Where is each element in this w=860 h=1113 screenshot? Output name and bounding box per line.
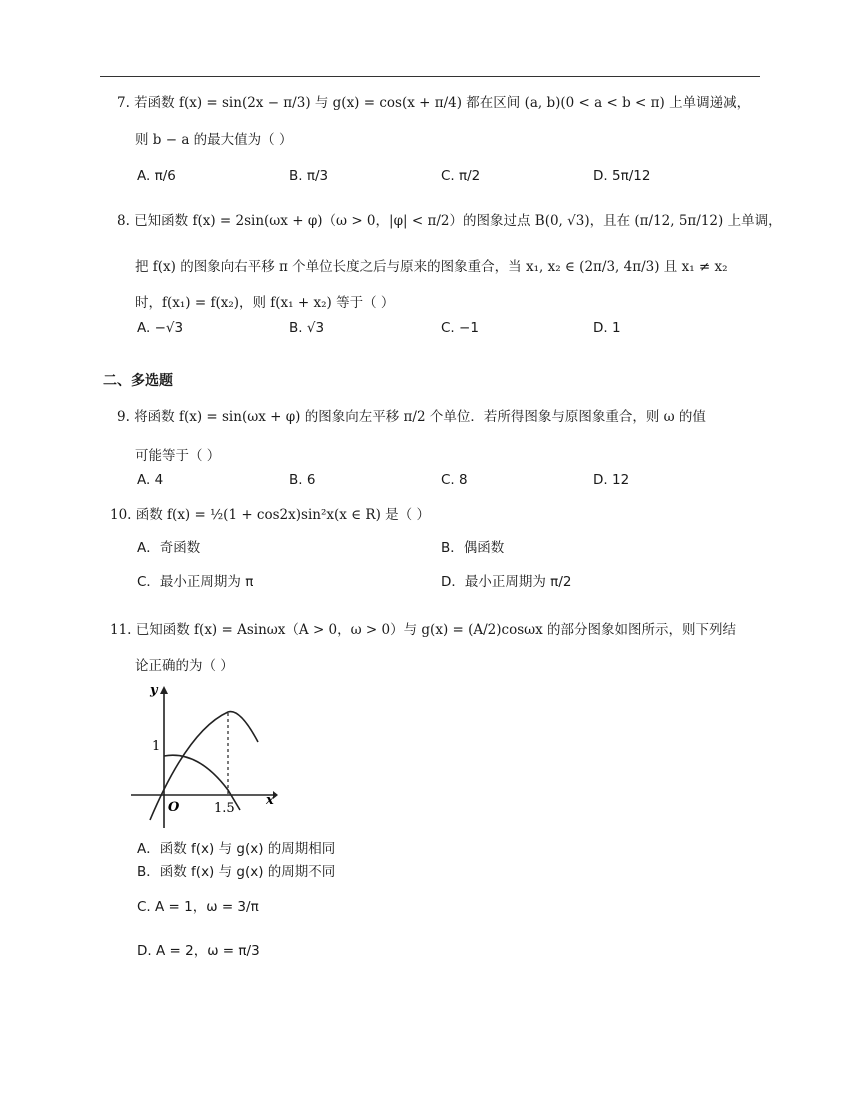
q9-option-d[interactable]: D. 12 — [593, 472, 630, 488]
q9-option-c[interactable]: C. 8 — [441, 472, 468, 488]
q8-option-b[interactable]: B. √3 — [289, 320, 325, 336]
y-axis-label: y — [150, 683, 158, 698]
q11-function-graph — [128, 680, 278, 835]
y-axis-arrow — [160, 686, 168, 694]
q7-option-b[interactable]: B. π/3 — [289, 168, 329, 184]
q9-stem-line1: 9. 将函数 f(x) = sin(ωx + φ) 的图象向左平移 π/2 个单位．若所得图象与原图象重合，则 ω 的值 — [117, 409, 706, 425]
origin-label: O — [168, 800, 180, 815]
q11-option-b[interactable]: B．函数 f(x) 与 g(x) 的周期不同 — [137, 864, 336, 880]
q7-option-d[interactable]: D. 5π/12 — [593, 168, 651, 184]
q7-option-a[interactable]: A. π/6 — [137, 168, 176, 184]
q8-option-d[interactable]: D. 1 — [593, 320, 621, 336]
q9-stem-line2: 可能等于（ ） — [135, 448, 221, 464]
q10-option-c[interactable]: C．最小正周期为 π — [137, 574, 254, 590]
q10-stem: 10. 函数 f(x) = ½(1 + cos2x)sin²x(x ∈ R) 是（ ） — [110, 507, 430, 523]
y-tick-label: 1 — [152, 739, 161, 754]
q11-option-a[interactable]: A．函数 f(x) 与 g(x) 的周期相同 — [137, 841, 336, 857]
q7-option-c[interactable]: C. π/2 — [441, 168, 481, 184]
q7-stem-line2: 则 b − a 的最大值为（ ） — [135, 132, 293, 148]
q10-option-a[interactable]: A．奇函数 — [137, 540, 201, 556]
section-title: 二、多选题 — [103, 373, 173, 389]
q8-option-a[interactable]: A. −√3 — [137, 320, 184, 336]
q11-stem-line1: 11. 已知函数 f(x) = Asinωx（A > 0，ω > 0）与 g(x) = (A/2)cosωx 的部分图象如图所示，则下列结 — [110, 622, 737, 638]
q9-option-a[interactable]: A. 4 — [137, 472, 164, 488]
q10-option-b[interactable]: B．偶函数 — [441, 540, 505, 556]
q7-stem-line1: 7. 若函数 f(x) = sin(2x − π/3) 与 g(x) = cos(x + π/4) 都在区间 (a, b)(0 < a < b < π) 上单调递减， — [117, 95, 751, 111]
q8-stem-line3: 时，f(x₁) = f(x₂)，则 f(x₁ + x₂) 等于（ ） — [135, 295, 395, 311]
q8-stem-line2: 把 f(x) 的图象向右平移 π 个单位长度之后与原来的图象重合，当 x₁, x₂ ∈ (2π/3, 4π/3) 且 x₁ ≠ x₂ — [135, 259, 728, 275]
q11-option-d[interactable]: D. A = 2，ω = π/3 — [137, 943, 260, 959]
q11-stem-line2: 论正确的为（ ） — [135, 658, 234, 674]
q8-stem-line1: 8. 已知函数 f(x) = 2sin(ωx + φ)（ω > 0，|φ| < π/2）的图象过点 B(0, √3)，且在 (π/12, 5π/12) 上单调， — [117, 213, 782, 229]
q11-option-c[interactable]: C. A = 1，ω = 3/π — [137, 899, 259, 915]
x-axis-label: x — [266, 793, 274, 808]
header-rule — [100, 76, 760, 77]
q10-option-d[interactable]: D．最小正周期为 π/2 — [441, 574, 572, 590]
q8-option-c[interactable]: C. −1 — [441, 320, 479, 336]
q9-option-b[interactable]: B. 6 — [289, 472, 316, 488]
x-tick-label: 1.5 — [214, 801, 235, 816]
